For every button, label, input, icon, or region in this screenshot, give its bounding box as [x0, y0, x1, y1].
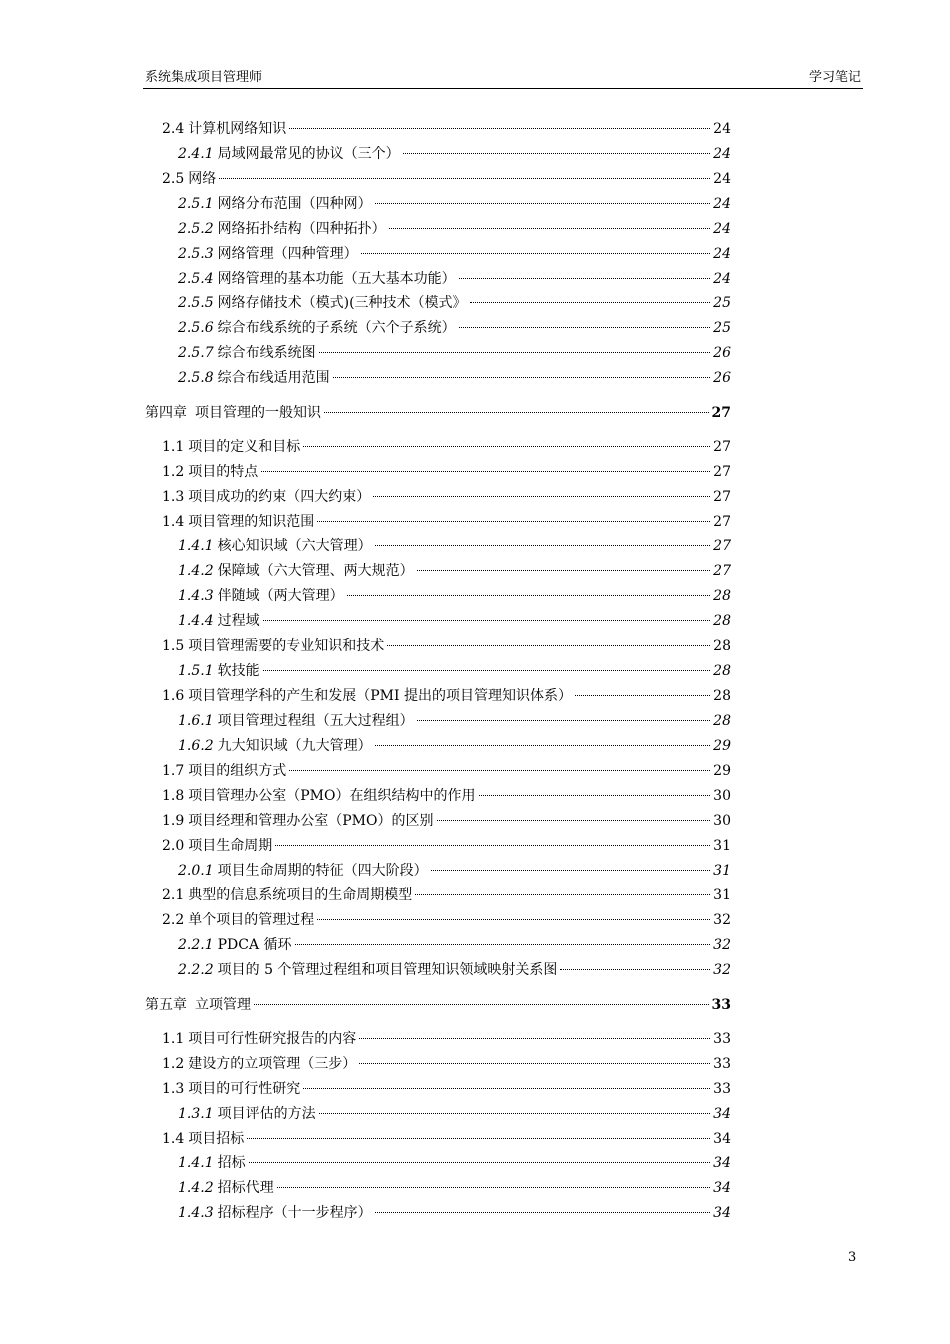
toc-entry[interactable] — [178, 660, 731, 682]
dot-leader — [317, 509, 710, 522]
toc-entry-page: 25 — [713, 320, 731, 336]
dot-leader — [431, 858, 711, 871]
toc-entry-title: 网络拓扑结构（四种拓扑） — [217, 221, 386, 237]
dot-leader — [324, 400, 709, 413]
toc-entry-page: 33 — [713, 1056, 731, 1072]
toc-entry-page: 33 — [713, 1081, 731, 1097]
dot-leader — [289, 758, 710, 771]
toc-entry-number: 1.4 — [162, 1131, 185, 1147]
toc-entry[interactable] — [162, 760, 731, 782]
toc-entry-number: 1.4.2 — [178, 1180, 214, 1196]
toc-entry-number: 1.7 — [162, 763, 185, 779]
toc-entry-title: 立项管理 — [195, 997, 251, 1013]
toc-entry[interactable] — [162, 785, 731, 807]
dot-leader — [261, 459, 710, 472]
toc-entry-number: 1.8 — [162, 788, 185, 804]
toc-entry-page: 28 — [713, 688, 731, 704]
toc-entry-title: 网络 — [188, 171, 217, 187]
toc-entry-title: 九大知识域（九大管理） — [217, 738, 372, 754]
toc-entry-title: 典型的信息系统项目的生命周期模型 — [188, 887, 413, 903]
toc-entry[interactable] — [162, 1053, 731, 1075]
toc-entry-number: 2.5.1 — [178, 196, 214, 212]
dot-leader — [249, 1150, 711, 1163]
toc-entry-number: 1.4.4 — [178, 613, 214, 629]
dot-leader — [417, 558, 711, 571]
toc-entry-page: 34 — [713, 1131, 731, 1147]
dot-leader — [333, 365, 711, 378]
toc-entry-page: 34 — [713, 1205, 731, 1221]
toc-entry[interactable] — [162, 168, 731, 190]
toc-entry-title: 局域网最常见的协议（三个） — [217, 146, 400, 162]
toc-entry[interactable] — [178, 1152, 731, 1174]
toc-entry-number: 第四章 — [145, 405, 187, 421]
toc-entry-number: 1.6 — [162, 688, 185, 704]
toc-entry-page: 27 — [713, 439, 731, 455]
toc-entry-page: 24 — [713, 121, 731, 137]
toc-entry-number: 2.5.4 — [178, 271, 214, 287]
toc-entry-page: 28 — [713, 663, 731, 679]
toc-entry-number: 1.5 — [162, 638, 185, 654]
toc-entry[interactable] — [178, 585, 731, 607]
toc-entry-page: 32 — [713, 937, 731, 953]
toc-entry[interactable] — [178, 218, 731, 240]
toc-entry-title: 项目管理需要的专业知识和技术 — [188, 638, 385, 654]
dot-leader — [459, 266, 711, 279]
toc-entry[interactable] — [178, 1202, 731, 1224]
toc-entry[interactable] — [162, 1128, 731, 1150]
toc-entry[interactable] — [178, 1103, 731, 1125]
dot-leader — [289, 116, 710, 129]
toc-entry-number: 1.9 — [162, 813, 185, 829]
toc-entry-number: 2.5.3 — [178, 246, 214, 262]
toc-entry-number: 1.6.1 — [178, 713, 214, 729]
toc-entry-title: 项目的组织方式 — [188, 763, 287, 779]
toc-entry-page: 29 — [713, 738, 731, 754]
toc-entry-title: 伴随域（两大管理） — [217, 588, 344, 604]
dot-leader — [575, 683, 710, 696]
toc-entry[interactable] — [178, 735, 731, 757]
toc-entry-title: 综合布线系统图 — [217, 345, 316, 361]
toc-entry-page: 26 — [713, 370, 731, 386]
toc-entry-title: 项目管理学科的产生和发展（PMI 提出的项目管理知识体系） — [188, 688, 572, 704]
toc-entry-title: 软技能 — [217, 663, 260, 679]
toc-entry-title: 项目可行性研究报告的内容 — [188, 1031, 357, 1047]
toc-entry-number: 第五章 — [145, 997, 187, 1013]
toc-entry-title: 项目的特点 — [188, 464, 259, 480]
toc-entry[interactable] — [178, 342, 731, 364]
dot-leader — [317, 907, 710, 920]
dot-leader — [247, 1126, 710, 1139]
toc-entry-page: 31 — [713, 838, 731, 854]
dot-leader — [560, 957, 710, 970]
toc-entry-number: 1.2 — [162, 464, 185, 480]
dot-leader — [375, 533, 711, 546]
dot-leader — [295, 932, 711, 945]
toc-entry-page: 28 — [713, 638, 731, 654]
toc-entry-number: 1.1 — [162, 439, 185, 455]
toc-entry-number: 2.2.2 — [178, 962, 214, 978]
toc-entry-page: 26 — [713, 345, 731, 361]
toc-entry-title: 保障域（六大管理、两大规范） — [217, 563, 414, 579]
toc-entry-page: 33 — [713, 1031, 731, 1047]
toc-entry[interactable] — [178, 243, 731, 265]
toc-entry-number: 2.5.2 — [178, 221, 214, 237]
toc-entry-number: 2.4.1 — [178, 146, 214, 162]
dot-leader — [319, 1101, 711, 1114]
dot-leader — [303, 1076, 710, 1089]
toc-entry[interactable] — [178, 610, 731, 632]
toc-entry-page: 28 — [713, 613, 731, 629]
toc-entry-title: 核心知识域（六大管理） — [217, 538, 372, 554]
toc-entry-page: 34 — [713, 1180, 731, 1196]
toc-entry[interactable] — [162, 635, 731, 657]
dot-leader — [254, 992, 709, 1005]
toc-entry-page: 24 — [713, 171, 731, 187]
dot-leader — [415, 882, 710, 895]
toc-entry-title: 项目的定义和目标 — [188, 439, 301, 455]
toc-entry-title: 招标 — [217, 1155, 246, 1171]
toc-entry-title: 项目经理和管理办公室（PMO）的区别 — [188, 813, 434, 829]
toc-entry-page: 24 — [713, 271, 731, 287]
header-document-title: 系统集成项目管理师 — [145, 70, 263, 85]
toc-entry-title: 项目评估的方法 — [217, 1106, 316, 1122]
toc-entry-title: 项目的可行性研究 — [188, 1081, 301, 1097]
toc-entry-number: 2.0.1 — [178, 863, 214, 879]
toc-entry[interactable] — [162, 884, 731, 906]
toc-entry-page: 28 — [713, 588, 731, 604]
toc-entry-number: 2.5.7 — [178, 345, 214, 361]
toc-entry-title: 项目管理过程组（五大过程组） — [217, 713, 414, 729]
toc-entry[interactable] — [178, 710, 731, 732]
dot-leader — [263, 608, 711, 621]
toc-entry-number: 2.5 — [162, 171, 185, 187]
toc-chapter-entry[interactable] — [145, 994, 731, 1016]
toc-entry-page: 32 — [713, 912, 731, 928]
toc-entry[interactable] — [178, 934, 731, 956]
toc-entry[interactable] — [162, 909, 731, 931]
toc-entry-page: 24 — [713, 221, 731, 237]
toc-entry-page: 24 — [713, 146, 731, 162]
toc-entry[interactable] — [162, 835, 731, 857]
dot-leader — [303, 434, 710, 447]
toc-entry-number: 1.2 — [162, 1056, 185, 1072]
toc-entry-title: 网络管理（四种管理） — [217, 246, 358, 262]
toc-entry[interactable] — [178, 317, 731, 339]
dot-leader — [437, 808, 711, 821]
toc-entry-number: 1.4.3 — [178, 588, 214, 604]
toc-entry-number: 1.4.1 — [178, 1155, 214, 1171]
toc-entry-page: 33 — [711, 997, 731, 1013]
toc-entry-page: 27 — [713, 563, 731, 579]
toc-entry-number: 2.5.6 — [178, 320, 214, 336]
toc-entry[interactable] — [162, 436, 731, 458]
toc-entry-title: 项目成功的约束（四大约束） — [188, 489, 371, 505]
dot-leader — [347, 583, 711, 596]
toc-entry-number: 1.4.1 — [178, 538, 214, 554]
toc-entry[interactable] — [162, 118, 731, 140]
toc-entry-number: 2.5.8 — [178, 370, 214, 386]
page-number: 3 — [848, 1250, 857, 1265]
dot-leader — [479, 783, 711, 796]
toc-entry-title: 项目管理的知识范围 — [188, 514, 315, 530]
toc-entry[interactable] — [178, 193, 731, 215]
dot-leader — [359, 1026, 710, 1039]
toc-entry-number: 1.3 — [162, 489, 185, 505]
toc-entry-page: 25 — [713, 295, 731, 311]
toc-entry-page: 27 — [713, 538, 731, 554]
toc-entry-title: 项目管理的一般知识 — [195, 405, 321, 421]
toc-entry[interactable] — [178, 367, 731, 389]
toc-entry-title: 建设方的立项管理（三步） — [188, 1056, 357, 1072]
toc-entry-number: 2.4 — [162, 121, 185, 137]
toc-entry-number: 1.4.2 — [178, 563, 214, 579]
dot-leader — [417, 708, 711, 721]
dot-leader — [319, 340, 711, 353]
toc-entry-title: 项目招标 — [188, 1131, 245, 1147]
dot-leader — [375, 191, 711, 204]
toc-entry-title: 网络分布范围（四种网） — [217, 196, 372, 212]
toc-entry-page: 24 — [713, 246, 731, 262]
toc-entry-title: 网络存储技术（模式)(三种技术（模式》 — [217, 295, 467, 311]
toc-entry-page: 24 — [713, 196, 731, 212]
dot-leader — [275, 833, 710, 846]
toc-entry-title: 单个项目的管理过程 — [188, 912, 315, 928]
dot-leader — [375, 733, 711, 746]
toc-entry-number: 2.5.5 — [178, 295, 214, 311]
toc-entry-page: 27 — [713, 514, 731, 530]
toc-entry-title: 项目生命周期的特征（四大阶段） — [217, 863, 428, 879]
toc-entry[interactable] — [178, 535, 731, 557]
toc-entry[interactable] — [162, 685, 731, 707]
toc-entry-title: 过程域 — [217, 613, 260, 629]
toc-entry-title: PDCA 循环 — [217, 937, 292, 953]
toc-entry-page: 34 — [713, 1106, 731, 1122]
toc-entry-title: 综合布线系统的子系统（六个子系统） — [217, 320, 456, 336]
toc-entry-page: 32 — [713, 962, 731, 978]
dot-leader — [387, 633, 710, 646]
toc-entry-number: 2.0 — [162, 838, 185, 854]
toc-entry[interactable] — [178, 143, 731, 165]
toc-entry-number: 1.4 — [162, 514, 185, 530]
dot-leader — [459, 315, 711, 328]
dot-leader — [219, 166, 710, 179]
toc-entry-page: 27 — [713, 464, 731, 480]
toc-entry[interactable] — [178, 268, 731, 290]
toc-entry[interactable] — [162, 1028, 731, 1050]
toc-entry-page: 31 — [713, 887, 731, 903]
toc-entry-title: 项目的 5 个管理过程组和项目管理知识领域映射关系图 — [217, 962, 558, 978]
toc-entry-number: 2.2 — [162, 912, 185, 928]
toc-entry[interactable] — [178, 292, 731, 314]
toc-entry[interactable] — [162, 461, 731, 483]
toc-chapter-entry[interactable] — [145, 402, 731, 424]
toc-entry[interactable] — [162, 486, 731, 508]
toc-entry-number: 1.3 — [162, 1081, 185, 1097]
toc-entry[interactable] — [178, 560, 731, 582]
toc-entry-number: 2.1 — [162, 887, 185, 903]
toc-entry-number: 1.6.2 — [178, 738, 214, 754]
toc-entry-number: 2.2.1 — [178, 937, 214, 953]
toc-entry-page: 27 — [713, 489, 731, 505]
toc-entry[interactable] — [178, 959, 731, 981]
dot-leader — [403, 141, 711, 154]
dot-leader — [277, 1175, 711, 1188]
toc-entry[interactable] — [162, 1078, 731, 1100]
toc-entry-title: 网络管理的基本功能（五大基本功能） — [217, 271, 456, 287]
toc-entry-page: 31 — [713, 863, 731, 879]
toc-entry-title: 计算机网络知识 — [188, 121, 287, 137]
toc-entry-page: 30 — [713, 788, 731, 804]
toc-entry-page: 29 — [713, 763, 731, 779]
toc-entry[interactable] — [162, 810, 731, 832]
dot-leader — [375, 1200, 711, 1213]
dot-leader — [263, 658, 711, 671]
toc-entry-title: 综合布线适用范围 — [217, 370, 330, 386]
toc-entry[interactable] — [178, 860, 731, 882]
toc-entry-number: 1.1 — [162, 1031, 185, 1047]
toc-entry-title: 项目生命周期 — [188, 838, 273, 854]
toc-entry-page: 34 — [713, 1155, 731, 1171]
dot-leader — [389, 216, 711, 229]
toc-entry-number: 1.3.1 — [178, 1106, 214, 1122]
header-section-label: 学习笔记 — [808, 70, 861, 85]
dot-leader — [373, 484, 710, 497]
toc-entry-page: 30 — [713, 813, 731, 829]
toc-entry-title: 项目管理办公室（PMO）在组织结构中的作用 — [188, 788, 476, 804]
dot-leader — [470, 290, 711, 303]
dot-leader — [361, 241, 711, 254]
toc-entry[interactable] — [162, 511, 731, 533]
toc-entry-number: 1.5.1 — [178, 663, 214, 679]
toc-entry-page: 28 — [713, 713, 731, 729]
toc-entry[interactable] — [178, 1177, 731, 1199]
toc-entry-title: 招标程序（十一步程序） — [217, 1205, 372, 1221]
toc-entry-title: 招标代理 — [217, 1180, 274, 1196]
toc-entry-page: 27 — [711, 405, 731, 421]
toc-entry-number: 1.4.3 — [178, 1205, 214, 1221]
dot-leader — [359, 1051, 710, 1064]
